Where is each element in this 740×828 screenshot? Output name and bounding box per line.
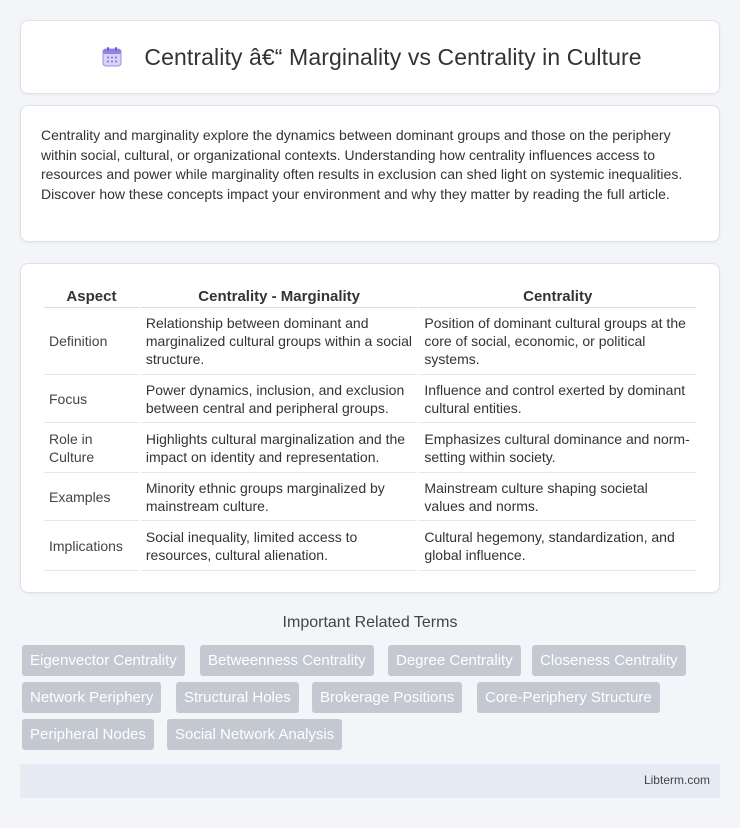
row-aspect: Examples [44,473,139,521]
row-centrality: Cultural hegemony, standardization, and global influence. [419,521,696,571]
footer-site-link[interactable]: Libterm.com [643,773,710,787]
related-term-tag[interactable]: Core-Periphery Structure [477,682,660,713]
row-centrality: Influence and control exerted by dominant cultural entities. [419,375,696,423]
header-aspect: Aspect [44,284,139,308]
calendar-icon [98,43,126,71]
related-term-tag[interactable]: Closeness Centrality [532,645,686,676]
intro-card [20,105,720,242]
related-term-tag[interactable]: Social Network Analysis [167,719,342,750]
row-centrality-marginality: Relationship between dominant and marginalized cultural groups within a social structure. [141,308,418,375]
table-row [44,521,696,571]
related-terms-heading: Important Related Terms [282,614,458,631]
row-centrality: Emphasizes cultural dominance and norm-setting within society. [419,423,696,473]
related-term-tag[interactable]: Degree Centrality [388,645,521,676]
table-header-row [44,284,696,308]
related-term-tag[interactable]: Brokerage Positions [312,682,462,713]
related-term-tag[interactable]: Network Periphery [22,682,161,713]
table-row [44,375,696,423]
related-term-tag[interactable]: Structural Holes [176,682,299,713]
comparison-table-card [20,263,720,593]
footer [20,764,720,798]
row-centrality-marginality: Social inequality, limited access to resources, cultural alienation. [141,521,418,571]
related-term-tag[interactable]: Peripheral Nodes [22,719,154,750]
page-title: Centrality â€“ Marginality vs Centrality in Culture [144,43,642,70]
header-centrality-marginality: Centrality - Marginality [141,284,418,308]
related-term-tag[interactable]: Eigenvector Centrality [22,645,185,676]
row-centrality: Mainstream culture shaping societal values and norms. [419,473,696,521]
table-row [44,473,696,521]
row-centrality-marginality: Power dynamics, inclusion, and exclusion between central and peripheral groups. [141,375,418,423]
row-aspect: Definition [44,308,139,375]
row-centrality: Position of dominant cultural groups at the core of social, economic, or political systems. [419,308,696,375]
title-card [20,20,720,94]
row-centrality-marginality: Minority ethnic groups marginalized by mainstream culture. [141,473,418,521]
row-aspect: Role in Culture [44,423,139,473]
comparison-table [42,284,698,571]
related-term-tag[interactable]: Betweenness Centrality [200,645,374,676]
row-aspect: Implications [44,521,139,571]
table-row [44,308,696,375]
row-centrality-marginality: Highlights cultural marginalization and the impact on identity and representation. [141,423,418,473]
table-row [44,423,696,473]
row-aspect: Focus [44,375,139,423]
header-centrality: Centrality [419,284,696,308]
intro-text: Centrality and marginality explore the dynamics between dominant groups and those on the periphery within social, cultural, or organizational contexts. Understanding how centrality influences access to resources and power while marginality often results in exclusion can shed light on systemic inequalities. Discover how these concepts impact your environment and why they matter by reading the full article. [41,127,683,202]
